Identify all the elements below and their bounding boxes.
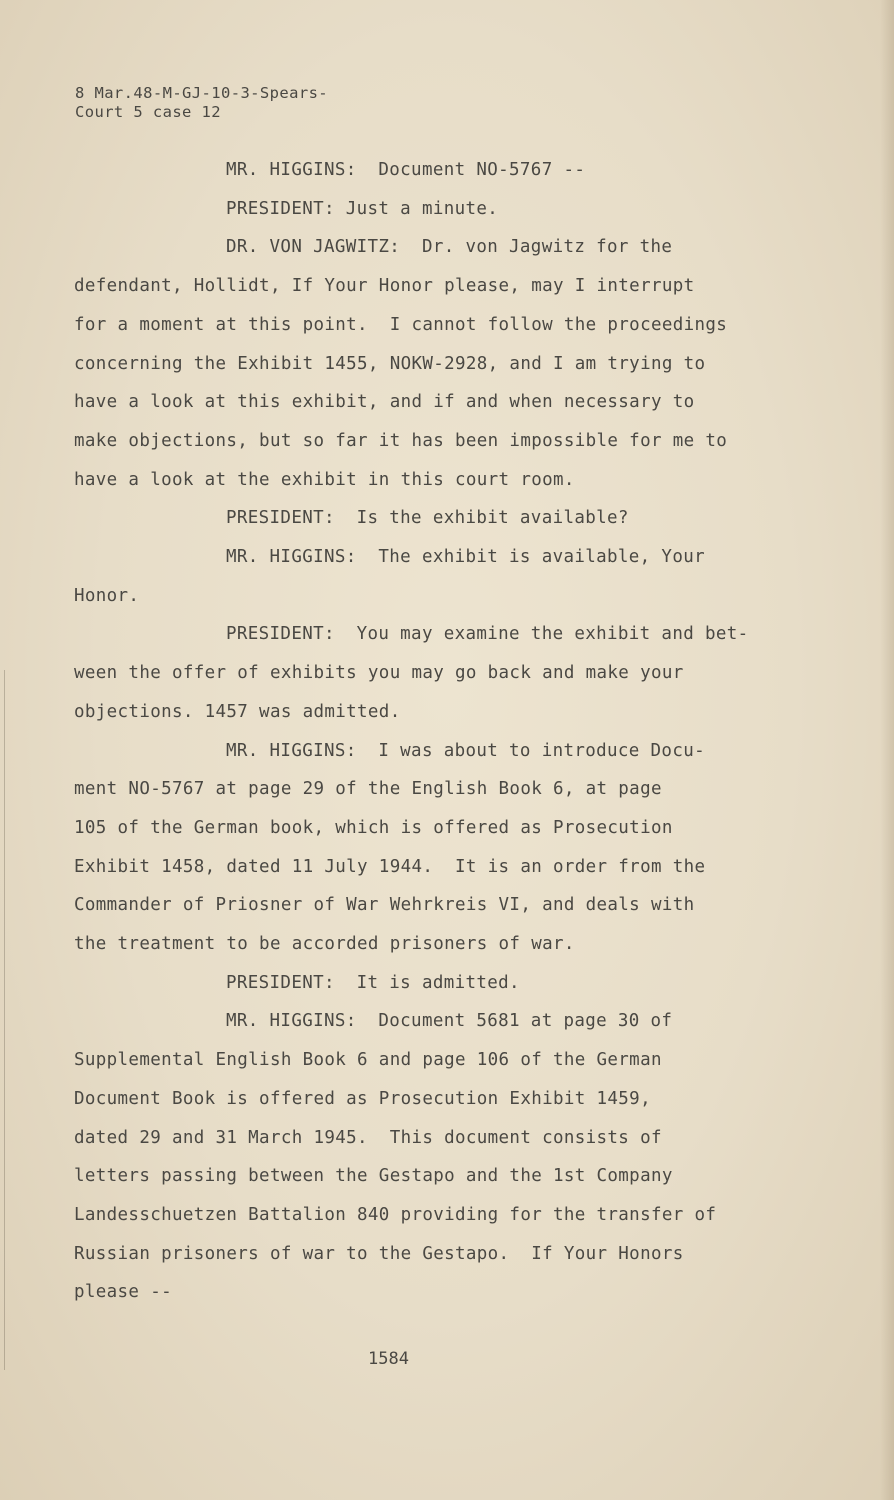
transcript-line: Russian prisoners of war to the Gestapo. If Your Honors [74,1243,684,1264]
speaker-line: MR. HIGGINS: Document 5681 at page 30 of [226,1011,673,1032]
transcript-line: 105 of the German book, which is offered as Prosecution [74,817,673,838]
transcript-line: ween the offer of exhibits you may go back and make your [74,663,684,684]
transcript-line: concerning the Exhibit 1455, NOKW-2928, and I am trying to [74,353,706,374]
transcript-line: for a moment at this point. I cannot follow the proceedings [74,314,728,335]
transcript-line: Commander of Priosner of War Wehrkreis VI, and deals with [74,895,695,916]
page-number: 1584 [368,1349,409,1369]
transcript-line: Landesschuetzen Battalion 840 providing for the transfer of [74,1204,717,1225]
transcript-line: make objections, but so far it has been impossible for me to [74,430,728,451]
speaker-line: MR. HIGGINS: Document NO-5767 -- [226,160,586,180]
speaker-line: MR. HIGGINS: The exhibit is available, Your [226,547,705,567]
speaker-line: PRESIDENT: Just a minute. [226,198,499,219]
binding-mark [4,670,8,1370]
speaker-line: PRESIDENT: Is the exhibit available? [226,508,629,529]
transcript-line: objections. 1457 was admitted. [74,701,401,722]
speaker-line: PRESIDENT: It is admitted. [226,972,520,993]
speaker-line: DR. VON JAGWITZ: Dr. von Jagwitz for the [226,237,673,258]
transcript-line: Exhibit 1458, dated 11 July 1944. It is an order from the [74,856,706,877]
transcript-line: have a look at this exhibit, and if and when necessary to [74,392,695,413]
header-court-line: Court 5 case 12 [75,103,221,121]
transcript-line: have a look at the exhibit in this court room. [74,469,575,490]
transcript-line: Honor. [74,585,140,606]
transcript-line: defendant, Hollidt, If Your Honor please, may I interrupt [74,276,695,297]
transcript-line: ment NO-5767 at page 29 of the English Book 6, at page [74,779,662,800]
header-reference-line: 8 Mar.48-M-GJ-10-3-Spears- [75,84,329,102]
transcript-line: letters passing between the Gestapo and the 1st Company [74,1166,673,1187]
document-header [75,84,328,122]
speaker-line: PRESIDENT: You may examine the exhibit and bet- [226,624,749,645]
speaker-line: MR. HIGGINS: I was about to introduce Docu- [226,740,705,761]
paper-edge-shadow [880,0,894,1500]
transcript-line: please -- [74,1282,172,1303]
transcript-line: Supplemental English Book 6 and page 106 of the German [74,1050,662,1071]
transcript-line: the treatment to be accorded prisoners of war. [74,934,575,954]
transcript-line: Document Book is offered as Prosecution Exhibit 1459, [74,1088,651,1109]
transcript-line: dated 29 and 31 March 1945. This document consists of [74,1127,662,1148]
